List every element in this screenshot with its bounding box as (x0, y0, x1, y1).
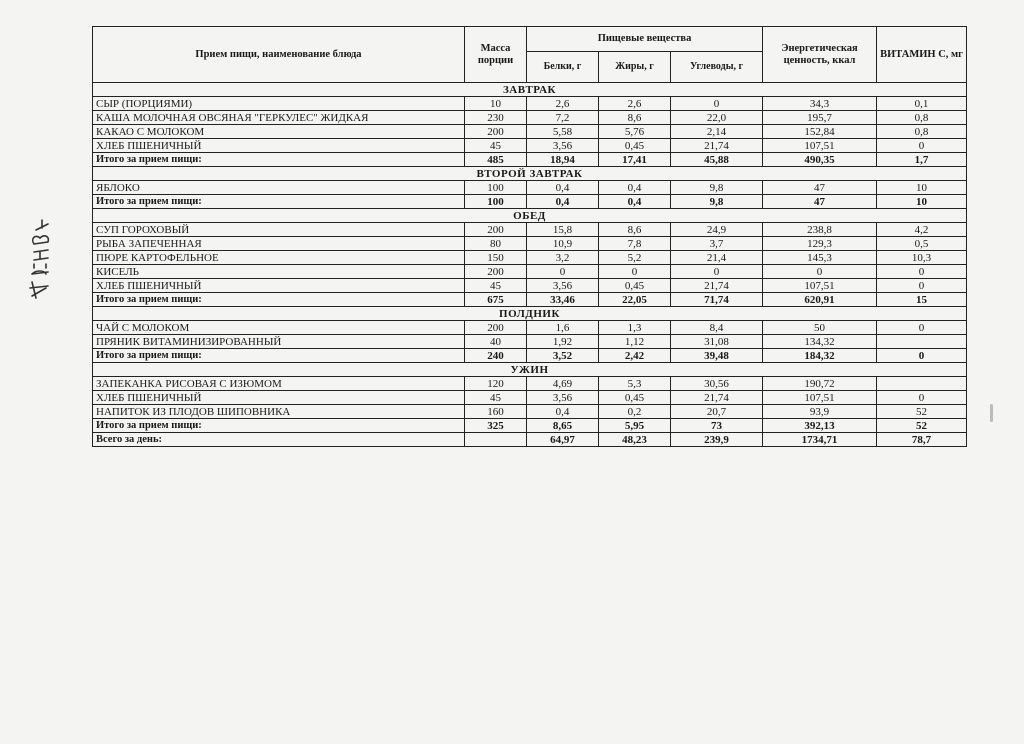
cell-protein: 5,58 (527, 125, 599, 139)
table-row (93, 237, 967, 251)
table-row (93, 125, 967, 139)
cell-vitc: 0,8 (877, 111, 967, 125)
cell-energy: 238,8 (763, 223, 877, 237)
cell-energy: 0 (763, 265, 877, 279)
dish-name: КАКАО С МОЛОКОМ (93, 125, 465, 139)
cell-carbs: 31,08 (671, 335, 763, 349)
meal-total-row (93, 195, 967, 209)
table-row (93, 251, 967, 265)
cell-protein: 18,94 (527, 153, 599, 167)
cell-vitc: 0 (877, 349, 967, 363)
table-row (93, 139, 967, 153)
cell-fat: 2,42 (599, 349, 671, 363)
cell-protein: 4,69 (527, 377, 599, 391)
cell-energy: 129,3 (763, 237, 877, 251)
cell-vitc: 52 (877, 419, 967, 433)
section-title: ОБЕД (93, 209, 967, 223)
header-mass: Масса порции (465, 27, 527, 83)
dish-name: Итого за прием пищи: (93, 195, 465, 209)
cell-energy: 152,84 (763, 125, 877, 139)
cell-protein: 0 (527, 265, 599, 279)
section-header-row (93, 363, 967, 377)
meal-total-row (93, 293, 967, 307)
cell-carbs: 39,48 (671, 349, 763, 363)
dish-name: ХЛЕБ ПШЕНИЧНЫЙ (93, 279, 465, 293)
cell-mass: 100 (465, 195, 527, 209)
header-vitamin: ВИТАМИН С, мг (877, 27, 967, 83)
cell-vitc: 0 (877, 321, 967, 335)
cell-carbs: 0 (671, 97, 763, 111)
cell-mass: 200 (465, 321, 527, 335)
cell-energy: 47 (763, 195, 877, 209)
cell-vitc: 4,2 (877, 223, 967, 237)
cell-vitc: 0 (877, 391, 967, 405)
table-row (93, 111, 967, 125)
cell-vitc: 10 (877, 181, 967, 195)
table-row (93, 335, 967, 349)
dish-name: КИСЕЛЬ (93, 265, 465, 279)
cell-mass: 150 (465, 251, 527, 265)
cell-vitc: 52 (877, 405, 967, 419)
dish-name: КАША МОЛОЧНАЯ ОВСЯНАЯ "ГЕРКУЛЕС" ЖИДКАЯ (93, 111, 465, 125)
cell-carbs: 30,56 (671, 377, 763, 391)
cell-carbs: 22,0 (671, 111, 763, 125)
cell-protein: 3,56 (527, 139, 599, 153)
cell-vitc: 0 (877, 265, 967, 279)
header-fat: Жиры, г (599, 52, 671, 83)
table-row (93, 279, 967, 293)
meal-total-row (93, 153, 967, 167)
cell-fat: 0 (599, 265, 671, 279)
cell-vitc: 0,1 (877, 97, 967, 111)
dish-name: ХЛЕБ ПШЕНИЧНЫЙ (93, 391, 465, 405)
cell-fat: 8,6 (599, 223, 671, 237)
cell-carbs: 21,74 (671, 279, 763, 293)
cell-protein: 10,9 (527, 237, 599, 251)
cell-protein: 15,8 (527, 223, 599, 237)
cell-energy: 190,72 (763, 377, 877, 391)
cell-vitc (877, 377, 967, 391)
cell-carbs: 21,4 (671, 251, 763, 265)
cell-energy: 107,51 (763, 391, 877, 405)
header-carbs: Углеводы, г (671, 52, 763, 83)
cell-energy: 107,51 (763, 279, 877, 293)
dish-name: ПРЯНИК ВИТАМИНИЗИРОВАННЫЙ (93, 335, 465, 349)
nutrition-table (92, 26, 967, 447)
cell-fat: 7,8 (599, 237, 671, 251)
cell-carbs: 21,74 (671, 139, 763, 153)
section-title: ЗАВТРАК (93, 83, 967, 97)
cell-fat: 1,3 (599, 321, 671, 335)
cell-fat: 0,45 (599, 279, 671, 293)
cell-carbs: 2,14 (671, 125, 763, 139)
cell-protein: 1,6 (527, 321, 599, 335)
dish-name: СУП ГОРОХОВЫЙ (93, 223, 465, 237)
meal-total-row (93, 419, 967, 433)
cell-carbs: 20,7 (671, 405, 763, 419)
header-protein: Белки, г (527, 52, 599, 83)
cell-mass: 230 (465, 111, 527, 125)
cell-carbs: 9,8 (671, 181, 763, 195)
cell-fat: 17,41 (599, 153, 671, 167)
cell-energy: 47 (763, 181, 877, 195)
table-row (93, 321, 967, 335)
cell-mass: 675 (465, 293, 527, 307)
dish-name: ЯБЛОКО (93, 181, 465, 195)
dish-name: Итого за прием пищи: (93, 349, 465, 363)
cell-carbs: 239,9 (671, 433, 763, 447)
cell-fat: 5,95 (599, 419, 671, 433)
cell-vitc: 78,7 (877, 433, 967, 447)
cell-vitc: 1,7 (877, 153, 967, 167)
cell-carbs: 24,9 (671, 223, 763, 237)
cell-fat: 0,45 (599, 391, 671, 405)
cell-energy: 1734,71 (763, 433, 877, 447)
meal-total-row (93, 349, 967, 363)
cell-fat: 48,23 (599, 433, 671, 447)
cell-mass (465, 433, 527, 447)
dish-name: ЧАЙ С МОЛОКОМ (93, 321, 465, 335)
cell-fat: 2,6 (599, 97, 671, 111)
cell-protein: 3,52 (527, 349, 599, 363)
cell-protein: 0,4 (527, 195, 599, 209)
dish-name: ПЮРЕ КАРТОФЕЛЬНОЕ (93, 251, 465, 265)
cell-energy: 93,9 (763, 405, 877, 419)
cell-carbs: 9,8 (671, 195, 763, 209)
cell-vitc: 15 (877, 293, 967, 307)
cell-energy: 145,3 (763, 251, 877, 265)
cell-fat: 0,4 (599, 181, 671, 195)
cell-energy: 184,32 (763, 349, 877, 363)
cell-mass: 325 (465, 419, 527, 433)
day-total-row (93, 433, 967, 447)
dish-name: ХЛЕБ ПШЕНИЧНЫЙ (93, 139, 465, 153)
cell-mass: 100 (465, 181, 527, 195)
cell-fat: 22,05 (599, 293, 671, 307)
cell-energy: 195,7 (763, 111, 877, 125)
cell-mass: 45 (465, 139, 527, 153)
dish-name: Итого за прием пищи: (93, 293, 465, 307)
cell-carbs: 3,7 (671, 237, 763, 251)
cell-carbs: 21,74 (671, 391, 763, 405)
cell-energy: 107,51 (763, 139, 877, 153)
dish-name: РЫБА ЗАПЕЧЕННАЯ (93, 237, 465, 251)
table-row (93, 97, 967, 111)
cell-protein: 1,92 (527, 335, 599, 349)
section-title: УЖИН (93, 363, 967, 377)
cell-vitc: 10 (877, 195, 967, 209)
cell-carbs: 71,74 (671, 293, 763, 307)
cell-carbs: 8,4 (671, 321, 763, 335)
cell-mass: 240 (465, 349, 527, 363)
cell-mass: 45 (465, 391, 527, 405)
cell-energy: 50 (763, 321, 877, 335)
dish-name: Итого за прием пищи: (93, 153, 465, 167)
section-header-row (93, 209, 967, 223)
cell-protein: 8,65 (527, 419, 599, 433)
cell-protein: 7,2 (527, 111, 599, 125)
section-header-row (93, 307, 967, 321)
cell-protein: 0,4 (527, 405, 599, 419)
table-body (93, 83, 967, 447)
header-energy: Энергетическая ценность, ккал (763, 27, 877, 83)
cell-protein: 2,6 (527, 97, 599, 111)
cell-mass: 200 (465, 125, 527, 139)
dish-name: СЫР (ПОРЦИЯМИ) (93, 97, 465, 111)
header-nutrients: Пищевые вещества (527, 27, 763, 52)
cell-protein: 33,46 (527, 293, 599, 307)
cell-energy: 392,13 (763, 419, 877, 433)
dish-name: Всего за день: (93, 433, 465, 447)
cell-vitc: 0,8 (877, 125, 967, 139)
cell-fat: 1,12 (599, 335, 671, 349)
cell-energy: 490,35 (763, 153, 877, 167)
cell-mass: 40 (465, 335, 527, 349)
cell-vitc: 0 (877, 279, 967, 293)
dish-name: НАПИТОК ИЗ ПЛОДОВ ШИПОВНИКА (93, 405, 465, 419)
cell-protein: 3,56 (527, 391, 599, 405)
cell-fat: 8,6 (599, 111, 671, 125)
cell-mass: 80 (465, 237, 527, 251)
cell-carbs: 0 (671, 265, 763, 279)
table-row (93, 265, 967, 279)
cell-mass: 45 (465, 279, 527, 293)
table-row (93, 391, 967, 405)
table-row (93, 223, 967, 237)
cell-fat: 0,2 (599, 405, 671, 419)
cell-fat: 5,76 (599, 125, 671, 139)
table-row (93, 181, 967, 195)
cell-vitc: 0,5 (877, 237, 967, 251)
cell-mass: 160 (465, 405, 527, 419)
cell-vitc (877, 335, 967, 349)
section-header-row (93, 167, 967, 181)
header-dish: Прием пищи, наименование блюда (93, 27, 465, 83)
table-row (93, 377, 967, 391)
cell-energy: 34,3 (763, 97, 877, 111)
cell-mass: 200 (465, 265, 527, 279)
handwritten-day-note (22, 212, 58, 302)
cell-fat: 0,4 (599, 195, 671, 209)
cell-protein: 3,56 (527, 279, 599, 293)
cell-protein: 0,4 (527, 181, 599, 195)
paper-mark (990, 404, 993, 422)
cell-vitc: 0 (877, 139, 967, 153)
cell-fat: 5,3 (599, 377, 671, 391)
cell-energy: 620,91 (763, 293, 877, 307)
table-row (93, 405, 967, 419)
cell-mass: 10 (465, 97, 527, 111)
section-title: ВТОРОЙ ЗАВТРАК (93, 167, 967, 181)
cell-mass: 485 (465, 153, 527, 167)
cell-mass: 120 (465, 377, 527, 391)
cell-carbs: 45,88 (671, 153, 763, 167)
dish-name: ЗАПЕКАНКА РИСОВАЯ С ИЗЮМОМ (93, 377, 465, 391)
section-header-row (93, 83, 967, 97)
cell-carbs: 73 (671, 419, 763, 433)
cell-fat: 0,45 (599, 139, 671, 153)
cell-fat: 5,2 (599, 251, 671, 265)
cell-protein: 3,2 (527, 251, 599, 265)
cell-mass: 200 (465, 223, 527, 237)
cell-protein: 64,97 (527, 433, 599, 447)
cell-vitc: 10,3 (877, 251, 967, 265)
section-title: ПОЛДНИК (93, 307, 967, 321)
dish-name: Итого за прием пищи: (93, 419, 465, 433)
cell-energy: 134,32 (763, 335, 877, 349)
menu-sheet (92, 26, 966, 447)
